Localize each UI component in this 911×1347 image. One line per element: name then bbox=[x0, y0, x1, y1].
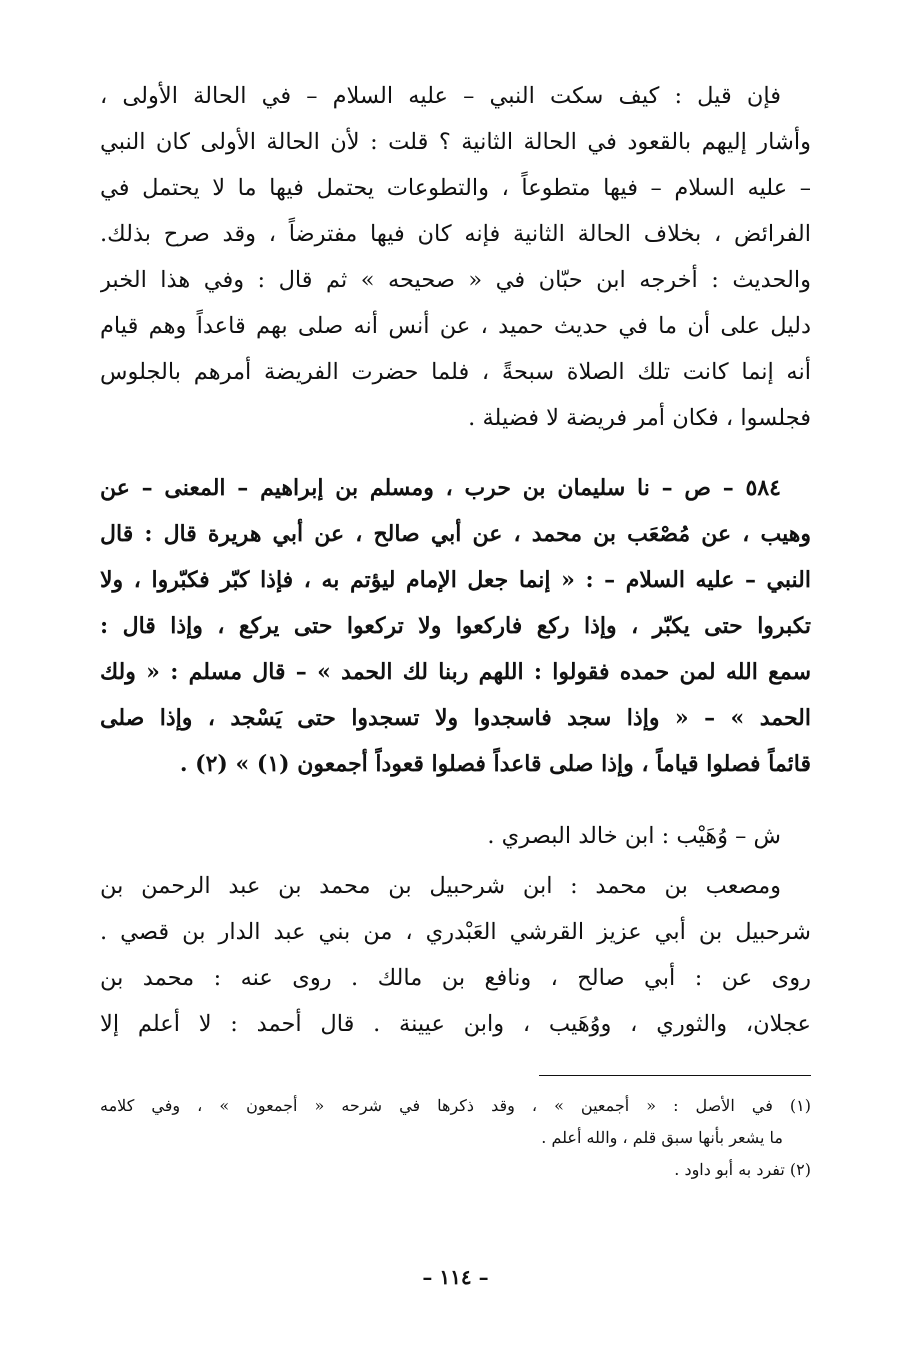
footnote-separator bbox=[539, 1075, 811, 1076]
text-line: عجلان، والثوري ، ووُهَيب ، وابن عيينة . قال أحمد : لا أعلم إلا bbox=[100, 1011, 811, 1037]
text-line: تكبروا حتى يكبّر ، وإذا ركع فاركعوا ولا تركعوا حتى يركع ، وإذا قال : bbox=[100, 613, 811, 639]
text-line: ٥٨٤ – ص – نا سليمان بن حرب ، ومسلم بن إبراهيم – المعنى – عن bbox=[100, 475, 781, 501]
footnote-line: ما يشعر بأنها سبق قلم ، والله أعلم . bbox=[541, 1128, 783, 1147]
narrator-paragraph bbox=[100, 863, 811, 1047]
text-line: سمع الله لمن حمده فقولوا : اللهم ربنا لك الحمد » – قال مسلم : « ولك bbox=[100, 659, 811, 685]
text-line: ومصعب بن محمد : ابن شرحبيل بن محمد بن عبد الرحمن بن bbox=[100, 873, 781, 899]
text-line: شرحبيل بن أبي عزيز القرشي العَبْدري ، من بني عبد الدار بن قصي . bbox=[100, 919, 811, 945]
text-line: الحمد » – « وإذا سجد فاسجدوا ولا تسجدوا حتى يَسْجد ، وإذا صلى bbox=[100, 705, 811, 731]
footnote-line: (٢) تفرد به أبو داود . bbox=[674, 1160, 811, 1179]
text-line: دليل على أن ما في حديث حميد ، عن أنس أنه صلى بهم قاعداً وهم قيام bbox=[100, 313, 811, 339]
footnote-line: (١) في الأصل : « أجمعين » ، وقد ذكرها في شرحه « أجمعون » ، وفي كلامه bbox=[100, 1096, 811, 1115]
text-line: النبي – عليه السلام – : « إنما جعل الإمام ليؤتم به ، فإذا كبّر فكبّروا ، ولا bbox=[100, 567, 811, 593]
footnotes bbox=[100, 1090, 811, 1186]
text-line: فإن قيل : كيف سكت النبي – عليه السلام – في الحالة الأولى ، bbox=[100, 83, 781, 109]
page-number: – ١١٤ – bbox=[422, 1265, 489, 1289]
hadith-paragraph bbox=[100, 465, 811, 787]
text-line: أنه إنما كانت تلك الصلاة سبحةً ، فلما حضرت الفريضة أمرهم بالجلوس bbox=[100, 359, 811, 385]
text-line: روى عن : أبي صالح ، ونافع بن مالك . روى عنه : محمد بن bbox=[100, 965, 811, 991]
text-line: الفرائض ، بخلاف الحالة الثانية فإنه كان فيها مفترضاً ، وقد صرح بذلك. bbox=[100, 221, 811, 247]
text-line: فجلسوا ، فكان أمر فريضة لا فضيلة . bbox=[468, 405, 811, 431]
commentary-paragraph bbox=[100, 73, 811, 441]
text-line: وهيب ، عن مُصْعَب بن محمد ، عن أبي صالح ، عن أبي هريرة قال : قال bbox=[100, 521, 811, 547]
text-line: قائماً فصلوا قياماً ، وإذا صلى قاعداً فصلوا قعوداً أجمعون (١) » (٢) . bbox=[179, 751, 811, 777]
text-line: وأشار إليهم بالقعود في الحالة الثانية ؟ قلت : لأن الحالة الأولى كان النبي bbox=[100, 129, 811, 155]
text-line: – عليه السلام – فيها متطوعاً ، والتطوعات يحتمل فيها ما لا يحتمل في bbox=[100, 175, 811, 201]
explanation-heading bbox=[100, 813, 811, 859]
text-line: ش – وُهَيْب : ابن خالد البصري . bbox=[487, 823, 781, 849]
text-line: والحديث : أخرجه ابن حبّان في « صحيحه » ثم قال : وفي هذا الخبر bbox=[100, 267, 811, 293]
